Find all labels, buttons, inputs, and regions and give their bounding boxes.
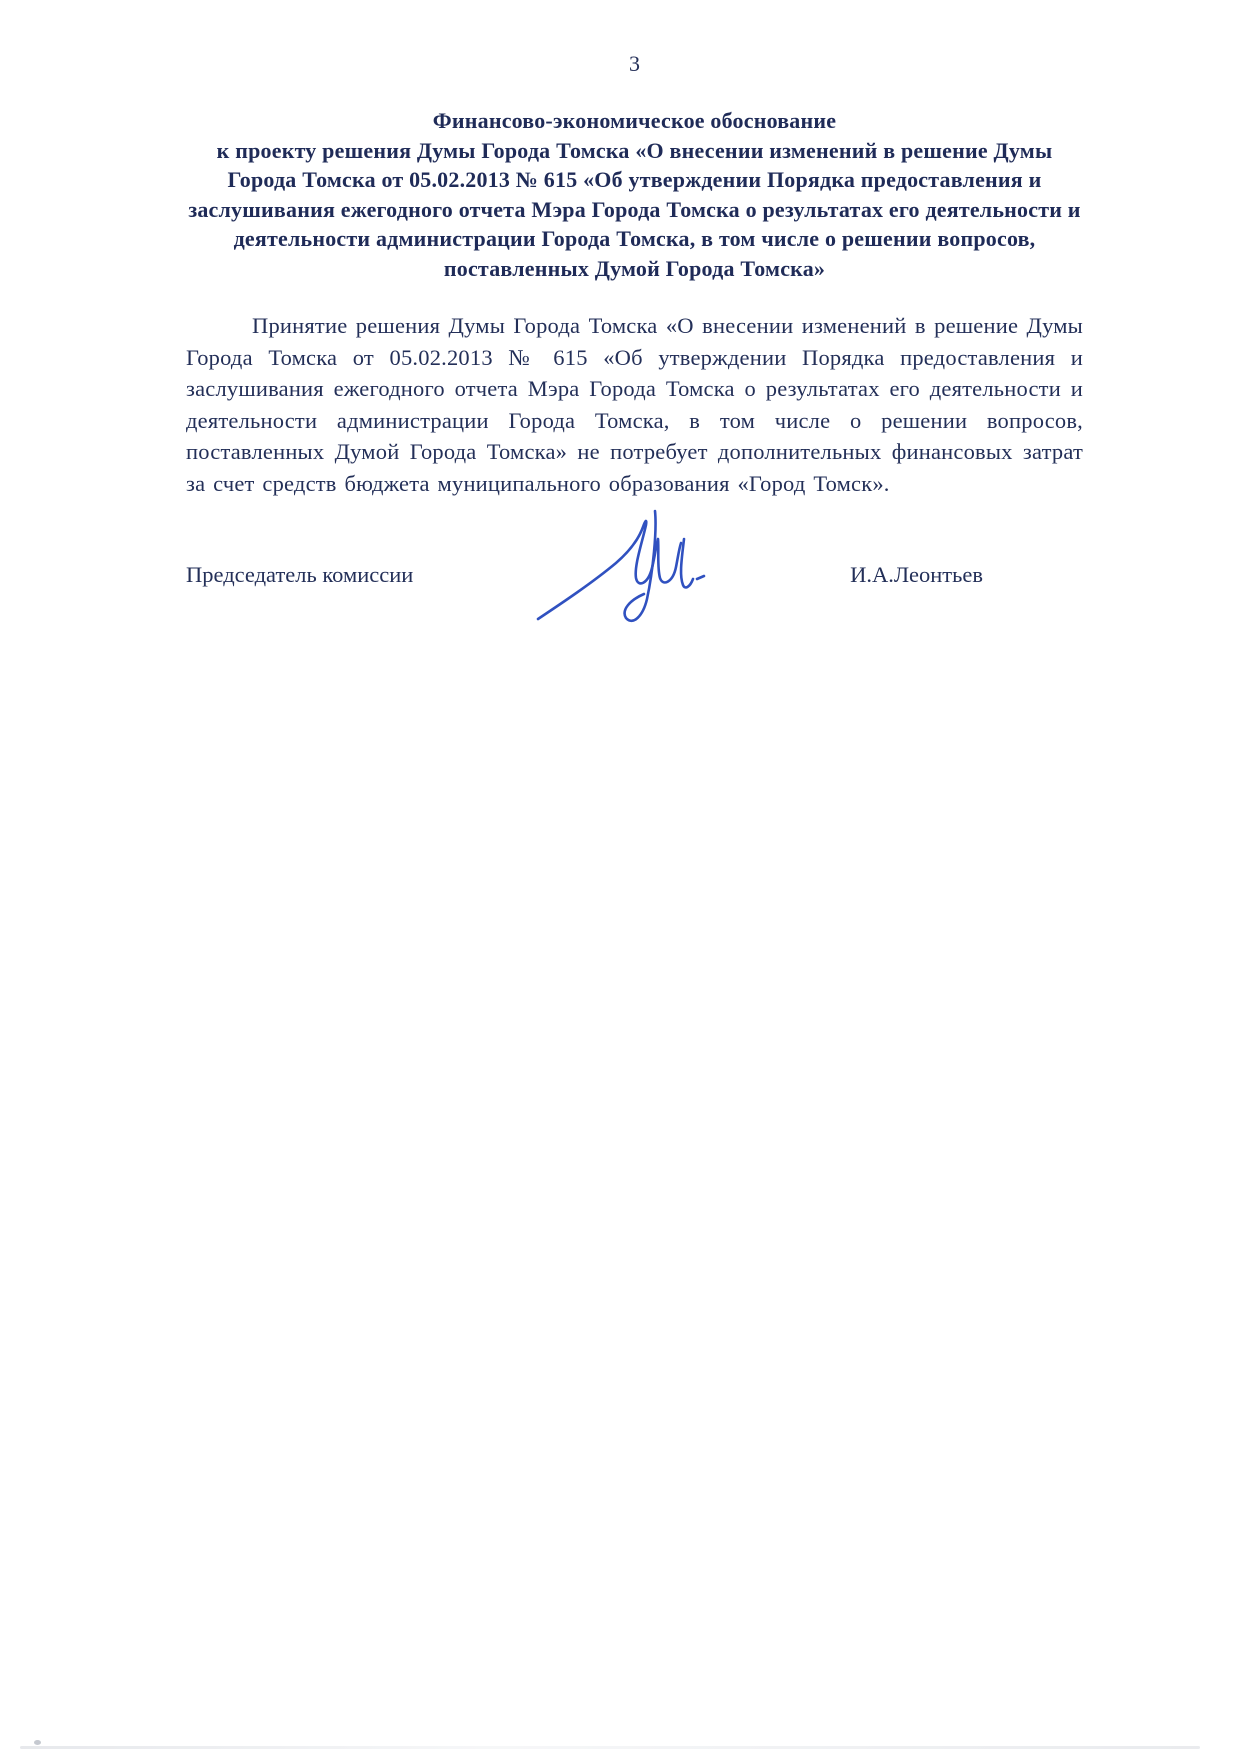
signatory-name: И.А.Леонтьев (850, 562, 983, 587)
document-title-heading: Финансово-экономическое обоснование (432, 108, 837, 133)
page-number: 3 (629, 51, 640, 76)
scan-artifact-bottom (20, 1746, 1200, 1749)
signature-block (186, 561, 1083, 589)
signatory-role: Председатель комиссии (186, 562, 414, 587)
scan-artifact-speck (34, 1740, 41, 1745)
body-paragraph: Принятие решения Думы Города Томска «О внесении изменений в решение Думы Города Томска от 05.02.2013 № 615 «Об утверждении Порядка предоставления и заслушивания ежегодного отчета Мэра Города Томска о результатах его деятельности и деятельности администрации Города Томска, в том числе о решении вопросов, поставленных Думой Города Томска» не потребует дополнительных финансовых затрат за счет средств бюджета муниципального образования «Город Томск». (186, 313, 1083, 496)
document-title-subject: к проекту решения Думы Города Томска «О внесении изменений в решение Думы Города Томска от 05.02.2013 № 615 «Об утверждении Порядка предоставления и заслушивания ежегодного отчета Мэра Города Томска о результатах его деятельности и деятельности администрации Города Томска, в том числе о решении вопросов, поставленных Думой Города Томска» (188, 137, 1081, 281)
handwritten-signature-ink (534, 509, 709, 634)
document-title (186, 106, 1083, 283)
document-content (0, 0, 1240, 589)
